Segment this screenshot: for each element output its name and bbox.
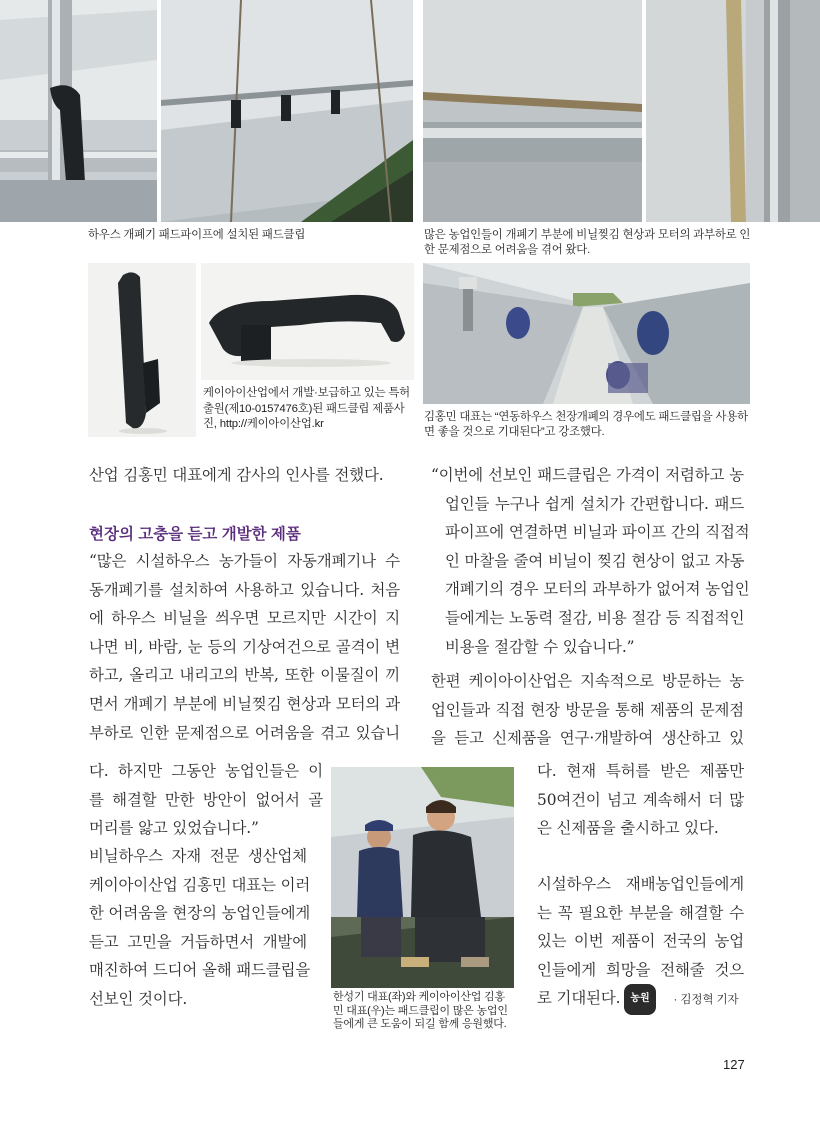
left-paragraph-1-cont: 다. 하지만 그동안 농업인들은 이 를 해결할 만한 방안이 없어서 골 머리를 앓고 있었습니다.” [89,762,323,838]
photo-product-side [88,263,196,437]
left-paragraph-1: “많은 시설하우스 농가들이 자동개폐기나 수 동개폐기를 설치하여 사용하고 있습니다. 처음 에 하우스 비닐을 씌우면 모르지만 시간이 지 나면 비, 바람, 눈 등의 기상여건으로 골격이 변 하고, 올리고 내리고의 반복, 또한 이물질이 끼 면서 개폐기 부분에 비닐찢김 현상과 모터의 과 부하로 인한 문제점으로 어려움을 겪고 있습니 [89,552,400,742]
closing-last-line: 로 기대된다. 농원 · 김정혁 기자 [537,984,744,1015]
caption-photo-top-right: 많은 농업인들이 개폐기 부분에 비닐찢김 현상과 모터의 과부하로 인 한 문제점으로 어려움을 겪어 왔다. [424,229,751,256]
photo-greenhouse-roof [423,263,750,404]
magazine-badge: 농원 [624,984,655,1015]
right-closing-paragraph: 시설하우스 재배농업인들에게 는 꼭 필요한 부분을 해결할 수 있는 이번 제품이 전국의 농업 인들에게 희망을 전해줄 것으 로 기대된다. 농원 · 김정혁 기자 [537,870,744,1015]
right-paragraph: 한편 케이아이산업은 지속적으로 방문하는 농 업인들과 직접 현장 방문을 통해 제품의 문제점 을 듣고 신제품을 연구·개발하여 생산하고 있 [431,672,744,748]
caption-product-photo: 케이아이산업에서 개발·보급하고 있는 특허 출원(제10-0157476호)된 패드클립 제품사 진, http://케이아이산업.kr [203,387,410,430]
photo-vinyl-tear-pipe [423,0,642,222]
author-byline: · 김정혁 기자 [673,994,739,1007]
photo-vinyl-tear-frame [646,0,820,222]
caption-greenhouse-photo: 김홍민 대표는 “연동하우스 천장개폐의 경우에도 패드클립을 사용하 면 좋을 것으로 기대된다”고 강조했다. [424,411,748,438]
photo-greenhouse-side [161,0,413,222]
left-paragraph-2: 비닐하우스 자재 전문 생산업체 케이아이산업 김홍민 대표는 이러 한 어려움을 현장의 농업인들에게 듣고 고민을 거듭하면서 개발에 매진하여 드디어 올해 패드클립을 선보인 것이다. [89,847,311,1008]
caption-photo-top-left: 하우스 개폐기 패드파이프에 설치된 패드클립 [88,229,306,241]
right-quote-paragraph: “이번에 선보인 패드클립은 가격이 저렴하고 농 업인들 누구나 쉽게 설치가 간편합니다. 패드 파이프에 연결하면 비닐과 파이프 간의 직접적 인 마찰을 줄여 비닐이 찢김 현상이 없고 자동 개폐기의 경우 모터의 과부하가 없어져 농업인 들에게는 노동력 절감, 비용 절감 등 직접적인 비용을 절감할 수 있습니다.” [431,466,750,656]
section-heading: 현장의 고충을 듣고 개발한 제품 [89,526,301,543]
caption-people-photo: 한성기 대표(좌)와 케이아이산업 김홍 민 대표(우)는 패드클립이 많은 농업인 들에게 큰 도움이 되길 함께 응원했다. [333,991,508,1030]
page-number: 127 [723,1057,745,1072]
photo-product-top [201,263,414,380]
left-intro-paragraph: 산업 김홍민 대표에게 감사의 인사를 전했다. [89,466,384,484]
photo-two-representatives [331,767,514,988]
photo-padclip-closeup [0,0,157,222]
right-paragraph-cont: 다. 현재 특허를 받은 제품만 50여건이 넘고 계속해서 더 많 은 신제품을 출시하고 있다. [537,762,744,838]
